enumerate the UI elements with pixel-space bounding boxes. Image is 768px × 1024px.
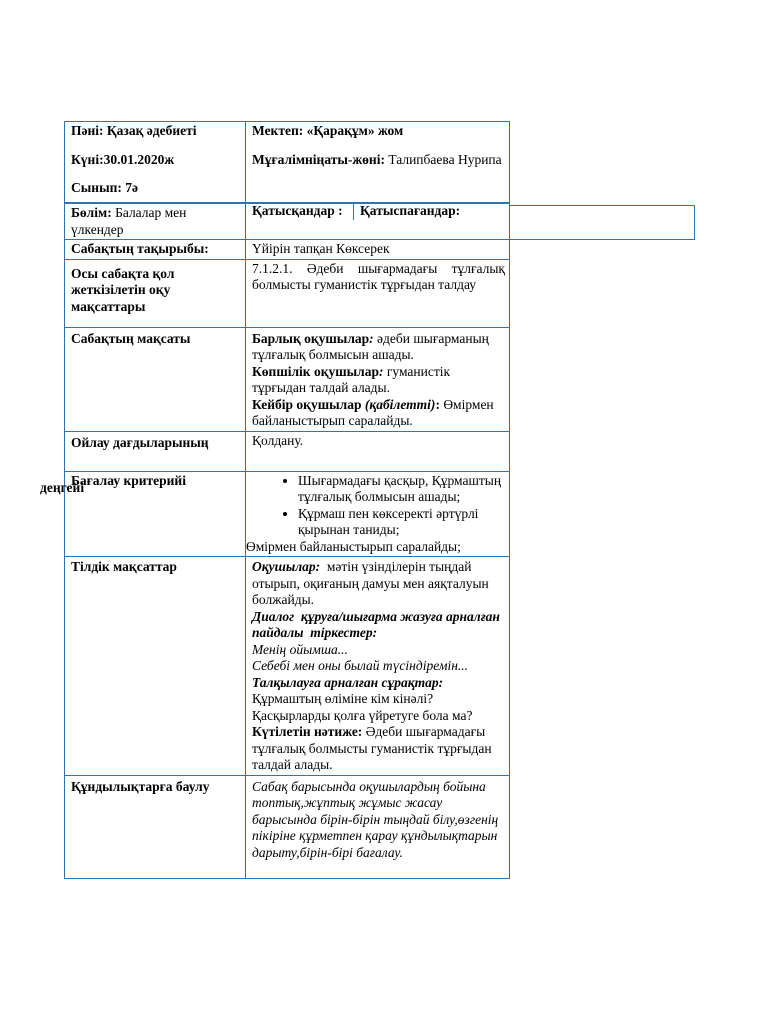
subject-label: Пәні: Қазақ әдебиеті [71,123,197,138]
thinking-row [65,431,510,471]
aims-most: Көпшілік оқушылар: гуманистік тұрғыдан талдай алады. [252,363,451,395]
section-row [65,203,510,240]
objectives-label: Осы сабақта қол жеткізілетін оқу мақсаттары [65,259,246,327]
attendance-subtable [246,203,509,220]
language-label: Тілдік мақсаттар [65,557,246,776]
objectives-row [65,259,510,327]
aims-some: Кейбір оқушылар (қабілетті): Өмірмен байланыстырып саралайды. [252,396,494,428]
criteria-row [65,471,510,557]
lesson-aims-row [65,327,510,431]
criteria-tail: Өмірмен байланыстырып саралайды; [246,538,461,554]
thinking-label-tail: деңгейі [40,480,85,495]
objectives-value: 7.1.2.1. Әдеби шығармадағы тұлғалық болмысты гуманистік тұрғыдан талдау [246,259,510,327]
header-row [65,122,510,204]
language-phrases-label: Диалог құруға/шығарма жазуға арналған пайдалы тіркестер: [252,608,504,640]
absent-label: Қатыспағандар: [360,203,461,218]
aims-all: Барлық оқушылар: әдеби шығарманың тұлғалық болмысын ашады. [252,330,489,362]
section-value: Балалар мен үлкендер [71,205,187,237]
section-label: Бөлім: [71,205,112,220]
values-label: Құндылықтарға баулу [65,775,246,878]
language-phrase: Себебі мен оны былай түсіндіремін... [252,658,469,673]
teacher-line [252,152,505,169]
header-left-cell [65,122,246,204]
teacher-label: Мұғалімніңаты-жөні: [252,151,385,167]
thinking-value: Қолдану. [246,431,510,471]
attendance-cell [246,203,510,240]
header-right-cell [246,122,510,204]
values-text: Сабақ барысында оқушылардың бойына топтық,жұптық жұмыс жасау барысында бірін-бірін тыңдай білу,өзгенің пікіріне құрметпен қарау құндылықтарын дарыту,бірін-бірі бағалау. [246,775,510,878]
language-row [65,557,510,776]
table-overflow-border [510,205,695,240]
criteria-list [252,473,505,539]
language-question: Құрмаштың өліміне кім кінәлі? [252,691,434,706]
language-question: Қасқырларды қолға үйретуге бола ма? [252,707,473,723]
section-cell [65,203,246,240]
date-label: Күні:30.01.2020ж [71,151,175,167]
present-label: Қатысқандар : [246,203,354,220]
lesson-plan-table [64,121,510,879]
language-result: Күтілетін нәтиже: Әдеби шығармадағы тұлғалық болмысты гуманистік тұрғыдан талдай алады. [252,724,492,772]
language-students: Оқушылар: мәтін үзінділерін тыңдай отырып, оқиғаның дамуы мен аяқталуын болжайды. [252,559,493,607]
school-label: Мектеп: «Қарақұм» жом [252,123,404,138]
lesson-aims-value [246,327,510,431]
topic-row [65,240,510,260]
language-phrase: Менің ойымша... [252,641,348,657]
grade-label: Сынып: 7ә [71,180,138,195]
teacher-name: Талипбаева Нурипа [388,151,502,167]
values-row [65,775,510,878]
criteria-value [246,471,510,557]
topic-value: Үйірін тапқан Көксерек [246,240,510,260]
lesson-aims-label: Сабақтың мақсаты [65,327,246,431]
language-value [246,557,510,776]
thinking-label: Ойлау дағдыларының [65,431,246,471]
language-questions-label: Талқылауға арналған сұрақтар: [252,674,444,690]
topic-label: Сабақтың тақырыбы: [65,240,246,260]
criteria-item: • Шығармадағы қасқыр, Құрмаштың тұлғалық болмысын ашады; [298,473,505,506]
criteria-label: Бағалау критерийі [65,471,246,557]
criteria-item: • Құрмаш пен көксеректі әртүрлі қырынан таниды; [298,506,505,539]
